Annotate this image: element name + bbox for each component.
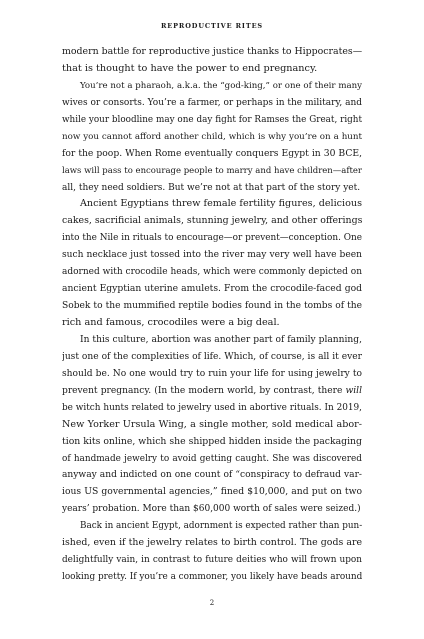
text-line: anyway and indicted on one count of “conspiracy to defraud var- (62, 470, 362, 481)
text-line: while your bloodline may one day fight for Ramses the Great, right (62, 114, 362, 125)
text-line: of handmade jewelry to avoid getting caught. She was discovered (62, 453, 362, 464)
text-line: wives or consorts. You’re a farmer, or perhaps in the military, and (62, 97, 362, 108)
text-line: prevent pregnancy. (In the modern world, by contrast, there will (62, 385, 362, 396)
text-line: such necklace just tossed into the river may very well have been (62, 250, 362, 261)
text-line: tion kits online, which she shipped hidden inside the packaging (62, 435, 362, 447)
text-line: just one of the complexities of life. Which, of course, is all it ever (62, 351, 362, 362)
text-line: be witch hunts related to jewelry used in abortive rituals. In 2019, (62, 402, 362, 413)
text-line: laws will pass to encourage people to marry and have children—after (62, 165, 362, 176)
text-line: into the Nile in rituals to encourage—or prevent—conception. One (62, 233, 362, 244)
text-line: modern battle for reproductive justice thanks to Hippocrates— (62, 46, 362, 57)
text-line: ancient Egyptian uterine amulets. From the crocodile-faced god (62, 283, 362, 295)
text-line: adorned with crocodile heads, which were commonly depicted on (62, 267, 362, 278)
text-line: New Yorker Ursula Wing, a single mother, sold medical abor- (62, 418, 362, 430)
text-line: Back in ancient Egypt, adornment is expected rather than pun- (80, 521, 362, 532)
body-text (62, 44, 362, 586)
emphasis-will: will (345, 385, 362, 396)
text-line: You’re not a pharaoh, a.k.a. the “god-king,” or one of their many (80, 80, 362, 91)
text-line: all, they need soldiers. But we’re not at that part of the story yet. (62, 182, 361, 193)
text-line: Sobek to the mummified reptile bodies found in the tombs of the (62, 301, 362, 312)
text-line: cakes, sacrificial animals, stunning jewelry, and other offerings (62, 215, 362, 227)
text-line: In this culture, abortion was another part of family planning, (80, 334, 362, 345)
page-number: 2 (209, 599, 215, 607)
text-line: looking pretty. If you’re a commoner, you likely have beads around (62, 572, 362, 583)
text-line: ious US governmental agencies,” fined $10,000, and put on two (62, 486, 362, 498)
text-line: for the poop. When Rome eventually conquers Egypt in 30 BCE, (62, 147, 362, 159)
text-line: ished, even if the jewelry relates to birth control. The gods are (62, 537, 362, 549)
text-line: that is thought to have the power to end pregnancy. (62, 62, 318, 74)
text-line: delightfully vain, in contrast to future deities who will frown upon (62, 555, 362, 566)
text-line: years’ probation. More than $60,000 worth of sales were seized.) (62, 504, 361, 515)
text-line: Ancient Egyptians threw female fertility figures, delicious (80, 198, 362, 210)
text-line: now you cannot afford another child, which is why you’re on a hunt (62, 131, 362, 142)
text-line: should be. No one would try to ruin your life for using jewelry to (62, 368, 362, 379)
running-head: REPRODUCTIVE RITES (160, 22, 264, 30)
text-line: rich and famous, crocodiles were a big deal. (62, 317, 280, 328)
